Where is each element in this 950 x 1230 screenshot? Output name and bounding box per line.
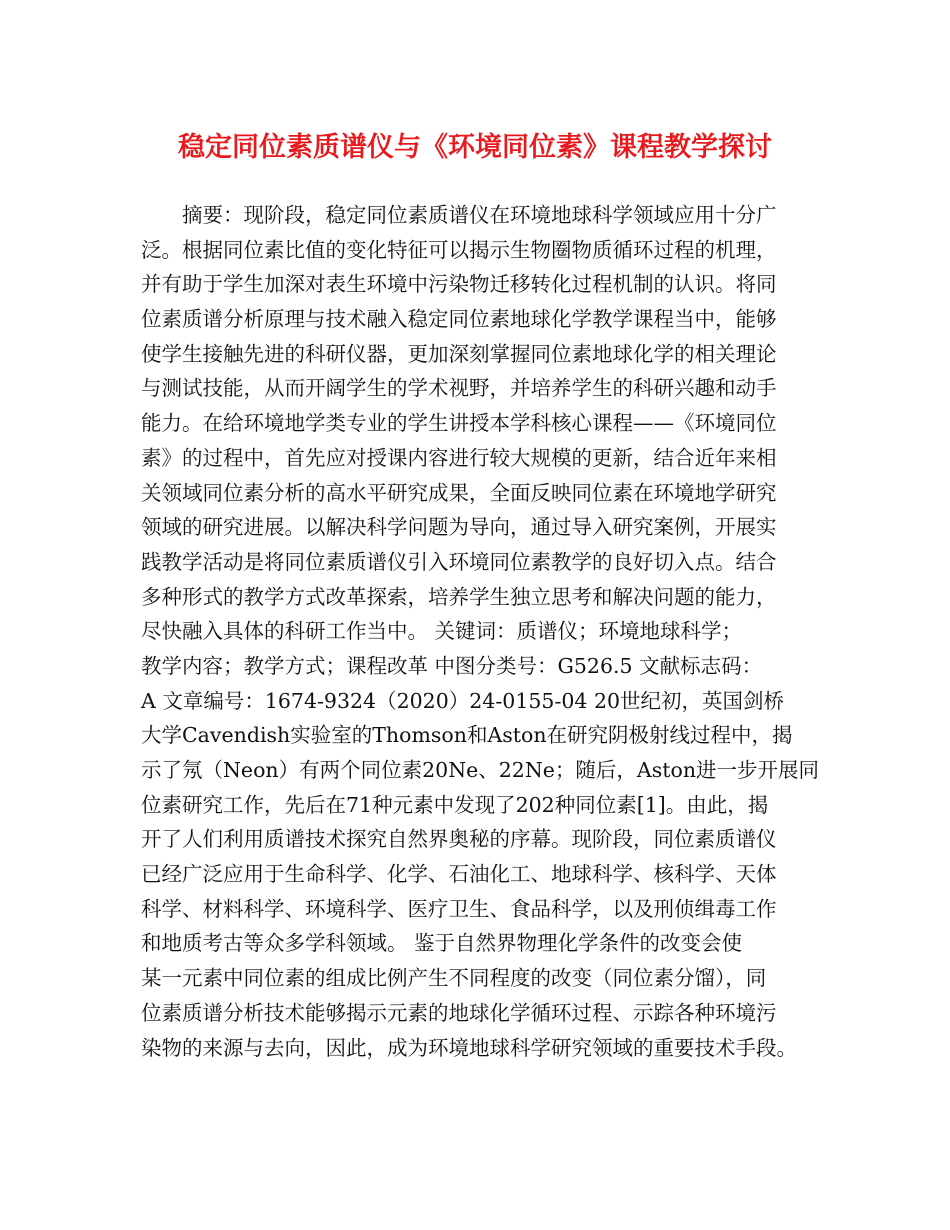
text-line: 并有助于学生加深对表生环境中污染物迁移转化过程机制的认识。将同 [141, 272, 777, 297]
text-line: 科学、材料科学、环境科学、医疗卫生、食品科学，以及刑侦缉毒工作 [141, 896, 777, 921]
text-line: 素》的过程中，首先应对授课内容进行较大规模的更新，结合近年来相 [141, 445, 777, 470]
text-line: 位素质谱分析技术能够揭示元素的地球化学循环过程、示踪各种环境污 [141, 1000, 777, 1025]
text-line: 与测试技能，从而开阔学生的学术视野，并培养学生的科研兴趣和动手 [141, 376, 777, 401]
text-line: 开了人们利用质谱技术探究自然界奥秘的序幕。现阶段，同位素质谱仪 [141, 827, 777, 852]
text-line: 能力。在给环境地学类专业的学生讲授本学科核心课程——《环境同位 [141, 411, 777, 436]
text-line: 大学Cavendish实验室的Thomson和Aston在研究阴极射线过程中，揭 [141, 723, 793, 748]
document-body [141, 198, 831, 1065]
text-line: 某一元素中同位素的组成比例产生不同程度的改变（同位素分馏），同 [141, 966, 767, 991]
text-line: 示了氖（Neon）有两个同位素20Ne、22Ne；随后，Aston进一步开展同 [141, 758, 820, 782]
text-line: 领域的研究进展。以解决科学问题为导向，通过导入研究案例，开展实 [141, 515, 777, 540]
text-line: A 文章编号：1674-9324（2020）24-0155-04 20世纪初，英国剑桥 [141, 688, 785, 713]
text-line: 泛。根据同位素比值的变化特征可以揭示生物圈物质循环过程的机理， [141, 237, 777, 262]
text-line: 位素研究工作，先后在71种元素中发现了202种同位素[1]。由此，揭 [141, 792, 769, 817]
text-line: 践教学活动是将同位素质谱仪引入环境同位素教学的良好切入点。结合 [141, 549, 777, 574]
text-line: 多种形式的教学方式改革探索，培养学生独立思考和解决问题的能力， [141, 584, 777, 609]
text-line: 关领域同位素分析的高水平研究成果，全面反映同位素在环境地学研究 [141, 480, 777, 505]
text-line: 染物的来源与去向，因此，成为环境地球科学研究领域的重要技术手段。 [141, 1035, 797, 1060]
text-line: 使学生接触先进的科研仪器，更加深刻掌握同位素地球化学的相关理论 [141, 341, 777, 366]
text-line: 尽快融入具体的科研工作当中。 关键词：质谱仪；环境地球科学； [141, 619, 743, 644]
document-title: 稳定同位素质谱仪与《环境同位素》课程教学探讨 [178, 132, 772, 163]
text-line: 位素质谱分析原理与技术融入稳定同位素地球化学教学课程当中，能够 [141, 307, 777, 332]
text-line: 已经广泛应用于生命科学、化学、石油化工、地球科学、核科学、天体 [141, 862, 777, 887]
text-line: 教学内容；教学方式；课程改革 中图分类号：G526.5 文献标志码： [141, 653, 763, 678]
text-line: 和地质考古等众多学科领域。 鉴于自然界物理化学条件的改变会使 [141, 931, 743, 956]
text-line: 摘要：现阶段，稳定同位素质谱仪在环境地球科学领域应用十分广 [182, 203, 777, 227]
